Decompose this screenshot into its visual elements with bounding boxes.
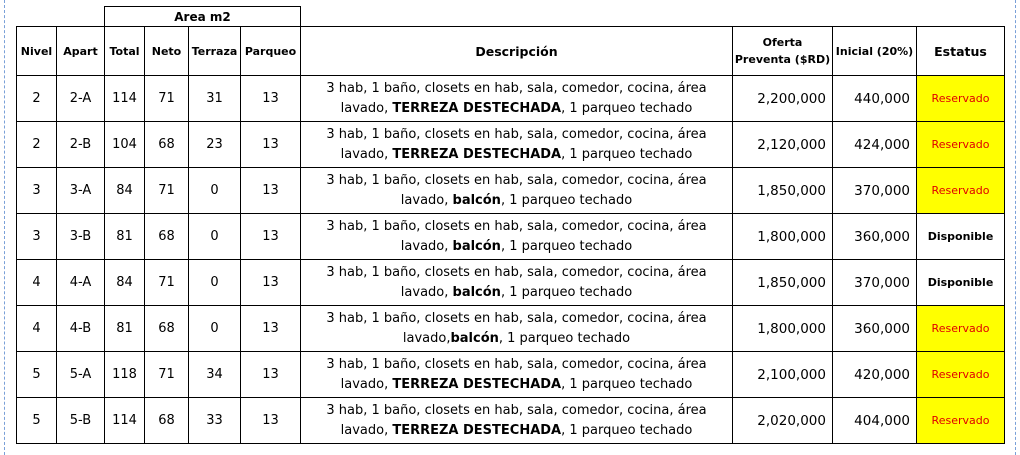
desc-text: , 1 parqueo techado [500, 192, 633, 208]
cell-neto: 71 [145, 168, 189, 214]
desc-highlight: TERREZA DESTECHADA [392, 376, 562, 392]
table-row [17, 214, 1005, 260]
cell-oferta: 2,020,000 [733, 398, 833, 444]
status-badge: Reservado [917, 306, 1005, 352]
cell-descripcion [301, 306, 733, 352]
cell-apart: 3-A [57, 168, 105, 214]
cell-nivel: 4 [17, 306, 57, 352]
desc-highlight: balcón [452, 284, 501, 300]
desc-line-2 [305, 421, 728, 441]
cell-nivel: 5 [17, 398, 57, 444]
cell-neto: 68 [145, 122, 189, 168]
cell-oferta: 1,850,000 [733, 168, 833, 214]
cell-inicial: 360,000 [833, 214, 917, 260]
status-badge: Reservado [917, 398, 1005, 444]
cell-neto: 71 [145, 76, 189, 122]
cell-total: 81 [105, 306, 145, 352]
cell-neto: 71 [145, 352, 189, 398]
cell-inicial: 424,000 [833, 122, 917, 168]
desc-highlight: balcón [450, 330, 499, 346]
cell-neto: 68 [145, 398, 189, 444]
table-row [17, 168, 1005, 214]
col-header-nivel: Nivel [17, 27, 57, 76]
cell-inicial: 404,000 [833, 398, 917, 444]
cell-apart: 2-B [57, 122, 105, 168]
cell-total: 114 [105, 398, 145, 444]
desc-line-1: 3 hab, 1 baño, closets en hab, sala, comedor, cocina, área [326, 172, 707, 188]
desc-line-2 [305, 99, 728, 119]
cell-oferta: 1,800,000 [733, 214, 833, 260]
cell-oferta: 2,200,000 [733, 76, 833, 122]
desc-text: lavado, [400, 192, 453, 208]
cell-neto: 68 [145, 306, 189, 352]
table-row [17, 398, 1005, 444]
cell-descripcion [301, 122, 733, 168]
table-row [17, 76, 1005, 122]
cell-parqueo: 13 [241, 76, 301, 122]
cell-parqueo: 13 [241, 122, 301, 168]
desc-text: , 1 parqueo techado [498, 330, 631, 346]
cell-total: 114 [105, 76, 145, 122]
table-body [17, 76, 1005, 444]
cell-apart: 4-A [57, 260, 105, 306]
cell-parqueo: 13 [241, 168, 301, 214]
desc-highlight: TERREZA DESTECHADA [392, 100, 562, 116]
desc-text: lavado, [340, 422, 393, 438]
col-header-descripcion: Descripción [301, 27, 733, 76]
cell-parqueo: 13 [241, 214, 301, 260]
desc-line-1: 3 hab, 1 baño, closets en hab, sala, comedor, cocina, área [326, 126, 707, 142]
desc-text: , 1 parqueo techado [561, 376, 693, 392]
group-header-row [17, 7, 1005, 27]
cell-apart: 4-B [57, 306, 105, 352]
col-header-total: Total [105, 27, 145, 76]
desc-highlight: balcón [452, 192, 501, 208]
cell-nivel: 2 [17, 76, 57, 122]
cell-oferta: 2,100,000 [733, 352, 833, 398]
cell-apart: 3-B [57, 214, 105, 260]
cell-neto: 68 [145, 214, 189, 260]
desc-line-2 [305, 375, 728, 395]
desc-text: , 1 parqueo techado [561, 146, 693, 162]
page-guide-left [4, 0, 5, 455]
desc-highlight: TERREZA DESTECHADA [392, 422, 562, 438]
desc-line-1: 3 hab, 1 baño, closets en hab, sala, comedor, cocina, área [326, 402, 707, 418]
desc-line-2 [305, 191, 728, 211]
desc-line-1: 3 hab, 1 baño, closets en hab, sala, comedor, cocina, área [326, 264, 707, 280]
status-badge: Disponible [917, 260, 1005, 306]
cell-nivel: 5 [17, 352, 57, 398]
cell-descripcion [301, 260, 733, 306]
desc-text: lavado, [340, 100, 393, 116]
cell-inicial: 440,000 [833, 76, 917, 122]
cell-nivel: 3 [17, 168, 57, 214]
status-badge: Reservado [917, 76, 1005, 122]
table-row [17, 306, 1005, 352]
table-row [17, 260, 1005, 306]
col-header-terraza: Terraza [189, 27, 241, 76]
desc-highlight: TERREZA DESTECHADA [392, 146, 562, 162]
cell-descripcion [301, 168, 733, 214]
cell-terraza: 0 [189, 214, 241, 260]
cell-total: 81 [105, 214, 145, 260]
desc-text: , 1 parqueo techado [500, 284, 633, 300]
cell-parqueo: 13 [241, 352, 301, 398]
desc-line-2 [305, 283, 728, 303]
cell-apart: 5-A [57, 352, 105, 398]
desc-text: , 1 parqueo techado [561, 100, 693, 116]
desc-text: lavado, [400, 284, 453, 300]
status-badge: Reservado [917, 352, 1005, 398]
cell-total: 84 [105, 260, 145, 306]
cell-inicial: 420,000 [833, 352, 917, 398]
col-header-oferta-line1: Oferta [762, 36, 803, 49]
col-header-parqueo: Parqueo [241, 27, 301, 76]
status-badge: Reservado [917, 122, 1005, 168]
cell-descripcion [301, 76, 733, 122]
cell-parqueo: 13 [241, 260, 301, 306]
desc-line-2 [305, 329, 728, 349]
area-group-header: Area m2 [105, 7, 301, 27]
desc-text: , 1 parqueo techado [500, 238, 633, 254]
cell-oferta: 2,120,000 [733, 122, 833, 168]
cell-terraza: 33 [189, 398, 241, 444]
cell-terraza: 0 [189, 306, 241, 352]
cell-descripcion [301, 214, 733, 260]
cell-total: 118 [105, 352, 145, 398]
desc-line-2 [305, 237, 728, 257]
cell-inicial: 360,000 [833, 306, 917, 352]
cell-inicial: 370,000 [833, 168, 917, 214]
desc-highlight: balcón [452, 238, 501, 254]
cell-nivel: 3 [17, 214, 57, 260]
cell-oferta: 1,800,000 [733, 306, 833, 352]
desc-text: lavado, [340, 376, 393, 392]
cell-parqueo: 13 [241, 398, 301, 444]
desc-text: , 1 parqueo techado [561, 422, 693, 438]
col-header-neto: Neto [145, 27, 189, 76]
table-row [17, 352, 1005, 398]
page-guide-right [1015, 0, 1016, 455]
cell-nivel: 2 [17, 122, 57, 168]
cell-neto: 71 [145, 260, 189, 306]
header-row [17, 27, 1005, 76]
cell-terraza: 23 [189, 122, 241, 168]
desc-text: lavado, [402, 330, 451, 346]
desc-line-1: 3 hab, 1 baño, closets en hab, sala, comedor, cocina, área [326, 310, 707, 326]
cell-total: 104 [105, 122, 145, 168]
cell-parqueo: 13 [241, 306, 301, 352]
col-header-oferta-line2: Preventa ($RD) [734, 53, 831, 66]
cell-terraza: 0 [189, 260, 241, 306]
cell-total: 84 [105, 168, 145, 214]
cell-terraza: 31 [189, 76, 241, 122]
status-badge: Reservado [917, 168, 1005, 214]
cell-apart: 5-B [57, 398, 105, 444]
cell-apart: 2-A [57, 76, 105, 122]
cell-inicial: 370,000 [833, 260, 917, 306]
cell-descripcion [301, 398, 733, 444]
cell-terraza: 0 [189, 168, 241, 214]
desc-line-1: 3 hab, 1 baño, closets en hab, sala, comedor, cocina, área [326, 80, 707, 96]
desc-line-1: 3 hab, 1 baño, closets en hab, sala, comedor, cocina, área [326, 218, 707, 234]
desc-line-2 [305, 145, 728, 165]
desc-text: lavado, [400, 238, 453, 254]
cell-descripcion [301, 352, 733, 398]
table-row [17, 122, 1005, 168]
desc-text: lavado, [340, 146, 393, 162]
apartment-table [16, 6, 1005, 444]
cell-oferta: 1,850,000 [733, 260, 833, 306]
col-header-oferta [733, 27, 833, 76]
cell-nivel: 4 [17, 260, 57, 306]
col-header-inicial: Inicial (20%) [833, 27, 917, 76]
col-header-estatus: Estatus [917, 27, 1005, 76]
desc-line-1: 3 hab, 1 baño, closets en hab, sala, comedor, cocina, área [326, 356, 707, 372]
status-badge: Disponible [917, 214, 1005, 260]
cell-terraza: 34 [189, 352, 241, 398]
col-header-apart: Apart [57, 27, 105, 76]
